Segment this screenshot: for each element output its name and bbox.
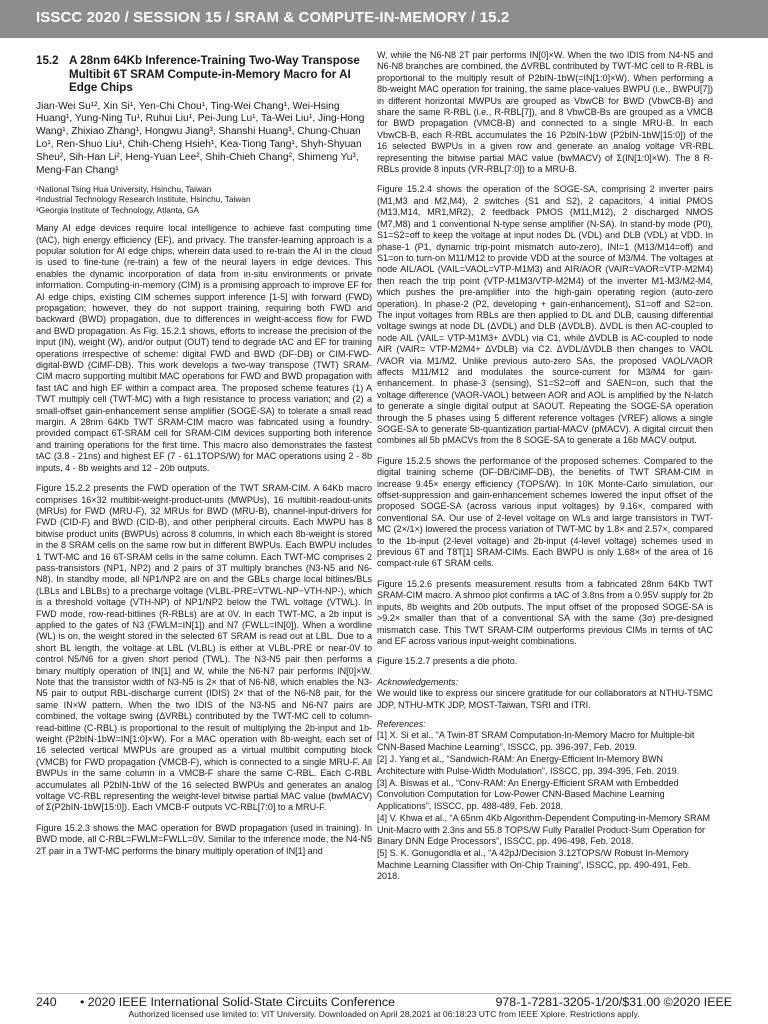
session-header-title: ISSCC 2020 / SESSION 15 / SRAM & COMPUTE-IN-MEMORY / 15.2 bbox=[36, 9, 510, 26]
body-paragraph: W, while the N6-N8 2T pair performs IN[0]×W. When the two IDIS from N4-N5 and N6-N8 branches are combined, the ΔVRBL contributed by TWT-MC cell to R-RBL is proportional to the multiply result of P2bIN-1bW(=IN[1:0]×W). When performing a 8b-weight MAC operation for training, the same place-values BWPU (i.e., BWPU[7]) in different horizontal MWPUs are grouped as VbwCB for BWD (VbwCB-B) and share the same R-RBL (i.e., R-RBL[7]), and 8 VbwCB-Bs are grouped as a VMCB for BWD propagation (VMCB-B) and connected to a single MRU-B. In each VbwCB-B, each R-RBL accumulates the 16 P2bIN-1bW (P2bIN-1bW[15:0]) of the 16 selected BWPUs in a given row and generate an analog voltage VR-RBL representing the bitwise partial MAC value (bwMACV) of Σ(IN[1:0]×W). The 8 R-RBLs provide 8 inputs (VR-RBL[7:0]) to a MRU-B. bbox=[377, 50, 713, 175]
footer-divider bbox=[36, 993, 732, 994]
body-paragraph: Figure 15.2.4 shows the operation of the SOGE-SA, comprising 2 inverter pairs (M1,M3 and M2,M4), 2 switches (S1 and S2), 2 capacitors, 4 initial PMOS (M13,M14, MR1,MR2), 2 feedback PMOS (M11,M12), 2 discharged NMOS (M7,M8) and 1 conventional N-type sense amplifier (N-SA). In stand-by mode (P0), S1=S2=off to keep the voltage at input nodes DL (VDL) and DLB (VDL) at VDD. In phase-1 (P1, dynamic trip-point mismatch auto-zero), INI=1 (M13/M14=off) and S1=on to turn-on M11/M12 to provide VDD at the source of M3/M4. The voltages at node AIL/AOL (VAIL=VAOL=VTP-M1M3) and AIR/AOR (VAIR=VAOR=VTP-M2M4) then reach the trip point (VTP-M1M3/VTP-M2M4) of the inverter M1-M3/M2-M4, which pushes the pre-amplifier into the high-gain operating region (auto-zero operation). In phase-2 (P2, developing + gain-enhancement), S1=off and S2=on. The input voltages from RBLs are then applied to DL and DLB, causing differential voltage swings at node DL (ΔVDL) and DLB (ΔVDLB). ΔVDL is then AC-coupled to node AIL (VAIL= VTP-M1M3+ ΔVDL) via C1, while ΔVDLB is AC-coupled to node AIR (VAIR= VTP-M2M4+ ΔVDLB) via C2. ΔVDL/ΔVDLB then changes to VAOL /VAOR via M1/M2. Unlike previous auto-zero SAs, the proposed VAOL/VAOR affects M11/M12 and modulates the source-current for M3/M4 for gain-enhancement. In phase-3 (sensing), S1=S2=off and SAEN=on, such that the voltage difference (VAOR-VAOL) between AOR and AOL is amplified by the N-latch to generate a single digital output at SAOUT. Repeating the SOGE-SA operation through the 5 phases using 5 different reference voltages (VREF) allows a single SOGE-SA to generate 5b-quantization partial-MACV (pMACV). A digital circuit then combines all 5b pMACVs from the 8 SOGE-SA to generate a 16b MACV output. bbox=[377, 184, 713, 446]
affiliation-line: ²Industrial Technology Research Institute, Hsinchu, Taiwan bbox=[36, 194, 251, 205]
paper-title bbox=[36, 54, 372, 95]
affiliation-line: ¹National Tsing Hua University, Hsinchu, Taiwan bbox=[36, 183, 212, 194]
references-heading: References: bbox=[377, 718, 426, 729]
author-list: Jian-Wei Su¹², Xin Si¹, Yen-Chi Chou¹, Ting-Wei Chang¹, Wei-Hsing Huang¹, Yung-Ning Tu¹, Ruhui Liu¹, Pei-Jung Lu¹, Ta-Wei Liu¹, Jing-Hong Wang¹, Zhixiao Zhang¹, Hongwu Jiang³, Shanshi Huang³, Chung-Chuan Lo¹, Ren-Shuo Liu¹, Chih-Cheng Hsieh¹, Kea-Tiong Tang¹, Shyh-Shyuan Sheu², Sih-Han Li², Heng-Yuan Lee², Shih-Chieh Chang², Shimeng Yu³, Meng-Fan Chang¹ bbox=[36, 100, 365, 177]
body-paragraph: Figure 15.2.5 shows the performance of the proposed schemes. Compared to the digital training scheme (DF-DB/CiMF-DB), the benefits of TWT SRAM-CIM in increase 9.45× energy efficiency (TOPS/W). In 10K Monte-Carlo simulation, our offset-suppression and gain-enhancement schemes lowered the input offset of the proposed SOGE-SA (across various input voltages) by 9.16×, compared with conventional SA. Our use of 2-level voltage on WLs and large transistors in TWT-MC (2×/1×) lowered the process variation of TWT-MC by 1.8× and 2.57×, compared to the 1b-input (2-level voltage) and 2b-input (4-level voltage) schemes used in previous 6T and T8T[1] SRAM-CIMs. Each BWPU is only 1.68× of the area of 16 compact-rule 6T SRAM cells. bbox=[377, 455, 713, 569]
page-number: 240 bbox=[36, 995, 57, 1009]
conference-name: • 2020 IEEE International Solid-State Circuits Conference bbox=[80, 995, 395, 1009]
body-paragraph: Many AI edge devices require local intelligence to achieve fast computing time (tAC), high energy efficiency (EF), and privacy. The transfer-learning approach is a popular solution for AI edge chips, wherein data used to re-train the AI in the cloud is used to fine-tune (re-train) a few of the neural layers in edge devices. This enables the dynamic incorporation of data from in-situ environments or private information. Computing-in-memory (CIM) is a promising approach to improve EF for AI edge chips, existing CIM schemes support inference [1-5] with forward (FWD) propagation; however, they do not support training, requiring both FWD and backward (BWD) propagation, due to differences in weight-access flow for FWD and BWD propagation. As Fig. 15.2.1 shows, efforts to increase the precision of the input (IN), weight (W), and/or output (OUT) tend to degrade tAC and EF for training operations irrespective of scheme: digital FWD and BWD (DF-DB) or CIM-FWD-digital-BWD (CiMF-DB). This work develops a two-way transpose (TWT) SRAM-CIM macro supporting multibit MAC operations for FWD and BWD propagation with fast tAC and high EF within a compact area. The proposed scheme features (1) A TWT multiply cell (TWT-MC) with a high resistance to process variation; and (2) a small-offset gain-enhancement sense amplifier (SOGE-SA) to tolerate a small read margin. A 28nm 64Kb TWT SRAM-CIM macro was fabricated using a foundry-provided compact 6T-SRAM cell for SRAM-CIM devices supporting both inference and training operations for the first time. This macro also demonstrates the fastest tAC (3.8 - 21ns) and highest EF (7 - 61.1TOPS/W) for MAC operations using 2 - 8b inputs, 4 - 8b weights and 12 - 20b outputs. bbox=[36, 223, 372, 473]
body-paragraph: Figure 15.2.7 presents a die photo. bbox=[377, 656, 518, 667]
reference-item: [2] J. Yang et al., “Sandwich-RAM: An Energy-Efficient In-Memory BWN Architecture with Pulse-Width Modulation”, ISSCC, pp. 394-395, Feb. 2019. bbox=[377, 754, 680, 776]
license-notice: Authorized licensed use limited to: VIT University. Downloaded on April 28,2021 at 06:18:23 UTC from IEEE Xplore. Restrictions apply. bbox=[128, 1009, 640, 1019]
affiliations bbox=[36, 184, 372, 215]
paper-title-text: A 28nm 64Kb Inference-Training Two-Way Transpose Multibit 6T SRAM Compute-in-Memory Macro for AI Edge Chips bbox=[69, 54, 360, 94]
body-paragraph: Figure 15.2.3 shows the MAC operation for BWD propagation (used in training). In BWD mode, all C-RBL=FWLM=FWLL=0V. Similar to the inference mode, the N4-N5 2T pair in a TWT-MC performs the binary multiply operation of IN[1] and bbox=[36, 822, 372, 856]
affiliation-line: ³Georgia Institute of Technology, Atlanta, GA bbox=[36, 204, 199, 215]
reference-item: [4] V. Khwa et al., “A 65nm 4Kb Algorithm-Dependent Computing-in-Memory SRAM Unit-Macro with 2.3ns and 55.8 TOPS/W Fully Parallel Product-Sum Operation for Binary DNN Edge Processors”, ISSCC, pp. 496-498, Feb. 2018. bbox=[377, 813, 711, 846]
right-column bbox=[377, 50, 713, 884]
body-paragraph: Figure 15.2.2 presents the FWD operation of the TWT SRAM-CIM. A 64Kb macro comprises 16×32 multibit-weight-product-units (MWPUs), 16 multibit-readout-units (MRUs) for FWD (MRU-F), 32 MRUs for BWD (MRU-B), channel-input-drivers for FWD (CID-F) and BWD (CID-B), and other peripheral circuits. Each MWPU has 8 bitwise product units (BWPUs) across 8 columns, in which each 8b-weight is stored in the 8 SRAM cells on the same row but in different BWPUs. Each BWPU includes 1 TWT-MC and 16 6T-SRAM cells in the same column. Each TWT-MC comprises 2 pass-transistors (NP1, NP2) and 2 pairs of 3T multiply branches (N3-N5 and N6-N8). In standby mode, all NP1/NP2 are on and the GBLs charge local bitlines/BLs (LBLs and LBLBs) to a precharge voltage (VLBL-PRE=VTWL-NP−VTH-NP-), which is a threshold voltage (VTH-NP) of NP1/NP2 below the TWL voltage (VTWL). In FWD mode, row-read-bitlines (R-RBLs) are at 0V. In each TWT-MC, a 2b input is applied to the gates of N3 (FWLM=IN[1]) and N7 (FWLL=IN[0]). When a wordline (WL) is on, the weight stored in the selected 6T SRAM is read out at LBL. Due to a short BL length, the voltage at LBL (VLBL) is either at VLBL-PRE or near-0V to control N5/N6 for a given short period (TWL). The N3-N5 pair then performs a binary multiply operation of IN[1] and W, while the N6-N7 pair performs IN[0]×W. Note that the transistor width of N3-N5 is 2× that of N6-N8, which enables the N3-N5 pair to output RBL-discharge current (IDIS) 2× that of the N6-N8 pair, for the same IN×W pattern. When the two IDIS of the N3-N5 and N6-N7 pairs are combined, the voltage swing (ΔVRBL) contributed by the TWT-MC cell to column-read-bitline (C-RBL) is proportional to the result of multiplying the 2b-input and 1b-weight (P2bIN-1bW=IN[1:0]×W). For a MAC operation with 8b-weight, each set of 16 selected vertical MWPUs are grouped as a virtual multibit computing block (VMCB) for FWD propagation (VMCB-F), which is connected to a single MRU-F. All BWPUs in the same column in a VMCB-F share the same C-RBL. Each C-RBL accumulates all P2bIN-1bW of the 16 selected BWPUs and generates an analog voltage VC-RBL representing the weight-level bitwise partial MAC value (bwMACV) of Σ(P2bIN-1bW[15:0]). Each VMCB-F outputs VC-RBL[7:0] to a MRU-F. bbox=[36, 483, 372, 813]
isbn-copyright: 978-1-7281-3205-1/20/$31.00 ©2020 IEEE bbox=[495, 995, 732, 1009]
acknowledgements-body: We would like to express our sincere gratitude for our collaborators at NTHU-TSMC JDP, NTHU-MTK JDP, MOST-Taiwan, TSRI and ITRI. bbox=[377, 688, 713, 710]
reference-item: [1] X. Si et al., “A Twin-8T SRAM Computation-In-Memory Macro for Multiple-bit CNN-Based Machine Learning”, ISSCC, pp. 396-397, Feb. 2019. bbox=[377, 730, 695, 752]
left-column bbox=[36, 50, 372, 866]
reference-item: [5] S. K. Gonugondla et al., “A 42pJ/Decision 3.12TOPS/W Robust In-Memory Machine Learning Classifier with On-Chip Training”, ISSCC, pp. 490-491, Feb. 2018. bbox=[377, 848, 691, 882]
acknowledgements-heading: Acknowledgements: bbox=[377, 676, 458, 687]
session-header-bar bbox=[0, 0, 768, 38]
reference-item: [3] A. Biswas et al., “Conv-RAM: An Energy-Efficient SRAM with Embedded Convolution Computation for Low-Power CNN-Based Machine Learning Applications”, ISSCC, pp. 488-489, Feb. 2018. bbox=[377, 777, 679, 811]
paper-number: 15.2 bbox=[36, 54, 59, 67]
body-paragraph: Figure 15.2.6 presents measurement results from a fabricated 28nm 64Kb TWT SRAM-CIM macro. A shmoo plot confirms a tAC of 3.8ns from a 0.95V supply for 2b inputs, 8b weights and 20b outputs. The input offset of the proposed SOGE-SA is >9.2× smaller than that of a conventional SA with the same (3σ) pre-designed mismatch case. This TWT SRAM-CIM outperforms previous CIMs in terms of tAC and EF across various input-weight combinations. bbox=[377, 578, 713, 646]
